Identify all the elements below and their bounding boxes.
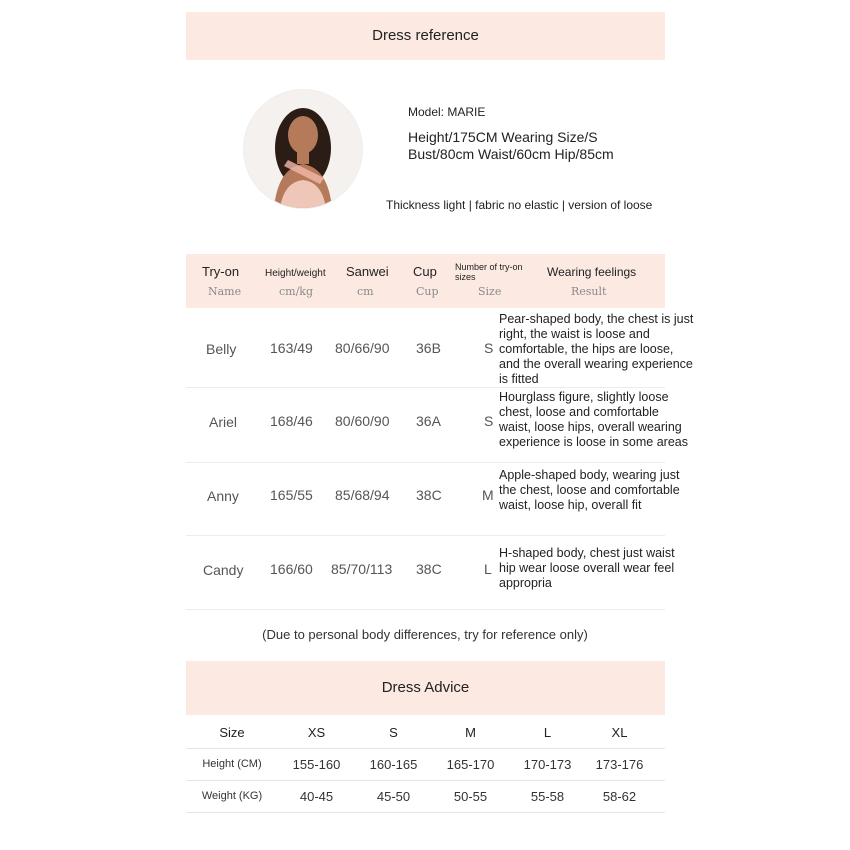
- tryon-cup: 38C: [416, 487, 442, 503]
- tryon-name: Belly: [206, 341, 237, 357]
- tryon-height-weight: 168/46: [270, 413, 313, 429]
- advice-size: M: [465, 725, 476, 740]
- advice-height-label: Height (CM): [202, 758, 262, 770]
- advice-height-row: [186, 749, 665, 781]
- header-cmkg: cm/kg: [279, 285, 314, 298]
- tryon-size: S: [484, 413, 494, 429]
- tryon-feeling: Hourglass figure, slightly loose chest, loose and comfortable waist, loose hips, overall wearing experience is loose in some areas: [499, 390, 688, 449]
- advice-height: 165-170: [446, 757, 495, 772]
- model-image-icon: [244, 90, 362, 208]
- model-name: Model: MARIE: [408, 105, 486, 119]
- tryon-name: Candy: [203, 562, 244, 578]
- table-row: [186, 462, 680, 536]
- advice-weight: 45-50: [376, 789, 411, 804]
- advice-weight-row: [186, 781, 665, 813]
- tryon-sanwei: 85/70/113: [331, 561, 393, 577]
- tryon-sanwei: 80/60/90: [335, 413, 390, 429]
- tryon-name: Ariel: [209, 414, 238, 430]
- dress-reference-title: Dress reference: [372, 27, 479, 44]
- advice-height: 160-165: [369, 757, 418, 772]
- tryon-feeling: Pear-shaped body, the chest is just right, the waist is loose and comfortable, the hips are loose, and the overall wearing experience is fitted: [499, 312, 694, 386]
- tryon-height-weight: 166/60: [270, 561, 313, 577]
- table-row: [186, 308, 694, 388]
- advice-weight: 55-58: [530, 789, 565, 804]
- fabric-info: Thickness light | fabric no elastic | version of loose: [386, 198, 652, 212]
- tryon-feeling: Apple-shaped body, wearing just the chest, loose and comfortable waist, loose hip, overall fit: [499, 468, 680, 512]
- reference-note: (Due to personal body differences, try for reference only): [262, 627, 588, 642]
- tryon-size: L: [484, 561, 492, 577]
- table-row: [186, 387, 688, 463]
- header-cup: Cup: [413, 264, 437, 279]
- header-wearing-feelings: Wearing feelings: [547, 265, 637, 279]
- advice-height: 155-160: [292, 757, 341, 772]
- advice-size: S: [389, 725, 398, 740]
- dress-reference-header: [186, 12, 665, 60]
- tryon-height-weight: 165/55: [270, 487, 313, 503]
- advice-size-label: Size: [219, 725, 245, 740]
- advice-weight: 50-55: [453, 789, 488, 804]
- header-cup-sub: Cup: [416, 285, 439, 298]
- table-row: [186, 535, 675, 610]
- model-measurements: Bust/80cm Waist/60cm Hip/85cm: [408, 146, 614, 162]
- advice-height: 170-173: [523, 757, 572, 772]
- header-tryon: Try-on: [202, 264, 240, 279]
- header-cm: cm: [357, 285, 374, 298]
- advice-size-row: [186, 717, 665, 749]
- tryon-cup: 36A: [416, 413, 441, 429]
- header-num-sizes: Number of try-on sizes: [455, 262, 523, 282]
- tryon-size: S: [484, 340, 494, 356]
- advice-size: XS: [307, 725, 326, 740]
- tryon-height-weight: 163/49: [270, 340, 313, 356]
- tryon-table-header: [186, 254, 665, 308]
- header-size: Size: [478, 285, 502, 298]
- model-height-size: Height/175CM Wearing Size/S: [408, 129, 598, 145]
- advice-height: 173-176: [595, 757, 644, 772]
- tryon-feeling: H-shaped body, chest just waist hip wear loose overall wear feel appropria: [499, 546, 675, 590]
- header-result: Result: [571, 285, 607, 298]
- dress-advice-title: Dress Advice: [381, 679, 470, 696]
- header-name: Name: [208, 285, 242, 298]
- tryon-size: M: [482, 487, 494, 503]
- tryon-cup: 38C: [416, 561, 442, 577]
- tryon-sanwei: 85/68/94: [335, 487, 390, 503]
- advice-weight-label: Weight (KG): [201, 790, 263, 802]
- model-photo: [243, 89, 363, 209]
- dress-advice-header: [186, 661, 665, 715]
- tryon-sanwei: 80/66/90: [335, 340, 390, 356]
- tryon-cup: 36B: [416, 340, 441, 356]
- advice-size: XL: [611, 725, 628, 740]
- tryon-name: Anny: [207, 488, 239, 504]
- advice-size: L: [543, 725, 552, 740]
- advice-weight: 40-45: [299, 789, 334, 804]
- header-height-weight: Height/weight: [265, 268, 326, 279]
- advice-weight: 58-62: [602, 789, 637, 804]
- header-sanwei: Sanwei: [346, 264, 389, 279]
